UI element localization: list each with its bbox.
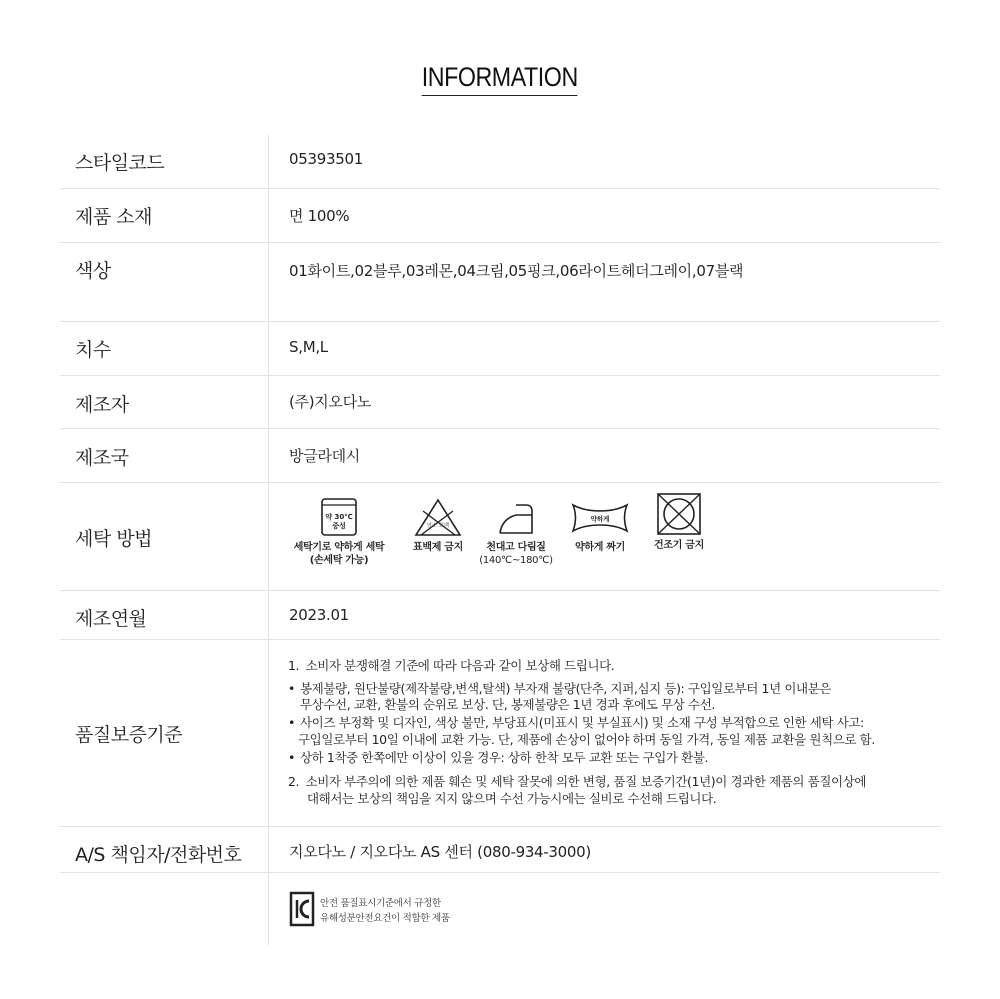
wash-item-wring	[563, 497, 637, 554]
wring-inner-text: 약하게	[590, 515, 610, 523]
quality-bullet-3: • 상하 1착중 한쪽에만 이상이 있을 경우: 상하 한착 모두 교환 또는 구입가 환불.	[288, 750, 709, 765]
maker-value: (주)지오다노	[289, 393, 372, 411]
quality-text-1: 소비자 분쟁해결 기준에 따라 다음과 같이 보상해 드립니다.	[305, 658, 615, 673]
quality-bullet-2: • 사이즈 부정확 및 디자인, 색상 불만, 부당표시(미표시 및 부실표시) 및 소재 구성 부적합으로 인한 세탁 사고:	[288, 715, 864, 730]
wash-machine-caption-1: 세탁기로 약하게 세탁	[293, 542, 385, 553]
kc-certification	[289, 891, 469, 931]
quality-text-2: 소비자 부주의에 의한 제품 훼손 및 세탁 잘못에 의한 변형, 품질 보증기간(1년)이 경과한 제품의 품질이상에	[305, 774, 867, 789]
row-quality	[60, 640, 940, 827]
washing-label: 세탁 방법	[75, 528, 152, 550]
as-value: 지오다노 / 지오다노 AS 센터 (080-934-3000)	[289, 843, 591, 861]
row-color	[60, 243, 940, 322]
no-bleach-icon	[413, 497, 463, 537]
color-value: 01화이트,02블루,03레몬,04크림,05핑크,06라이트헤더그레이,07블랙	[289, 262, 744, 280]
wash-item-iron	[474, 497, 558, 567]
wash-item-bleach	[406, 497, 470, 554]
row-country	[60, 429, 940, 483]
iron-caption-2: (140℃~180℃)	[479, 555, 553, 566]
kc-text-line-2: 유해성분안전요건이 적합한 제품	[320, 913, 450, 924]
bleach-inner-2: 표백	[438, 523, 450, 529]
wash-machine-caption-2: (손세탁 가능)	[309, 555, 369, 566]
row-size	[60, 322, 940, 376]
kc-text-line-1: 안전 품질표시기준에서 규정한	[320, 898, 441, 909]
wash-item-machine	[282, 497, 396, 567]
row-style-code	[60, 135, 940, 189]
row-date	[60, 591, 940, 640]
quality-bullet-3-text: 상하 1착중 한쪽에만 이상이 있을 경우: 상하 한착 모두 교환 또는 구입가 환불.	[300, 750, 709, 765]
color-label: 색상	[75, 260, 111, 282]
page-title-text: INFORMATION	[422, 60, 578, 96]
kc-text	[320, 896, 450, 926]
style-code-label: 스타일코드	[75, 152, 165, 174]
wring-icon	[570, 497, 630, 537]
iron-icon	[494, 497, 538, 537]
quality-bullet-1-cont: 무상수선, 교환, 환불의 순위로 보상. 단, 봉제불량은 1년 경과 후에도 무상 수선.	[300, 697, 715, 712]
material-value: 면 100%	[289, 207, 350, 225]
quality-num-2: 2.	[288, 774, 300, 789]
row-as	[60, 827, 940, 873]
date-label: 제조연월	[75, 608, 147, 630]
wring-caption	[563, 541, 637, 554]
row-washing	[60, 483, 940, 591]
wring-caption-1: 약하게 짜기	[575, 542, 625, 553]
bleach-caption	[406, 541, 470, 554]
date-value: 2023.01	[289, 606, 349, 624]
quality-line-2	[288, 774, 866, 790]
row-material	[60, 189, 940, 243]
material-label: 제품 소재	[75, 206, 152, 228]
kc-mark-icon	[289, 891, 315, 927]
as-label: A/S 책임자/전화번호	[75, 844, 242, 866]
row-kc	[60, 873, 940, 945]
quality-label: 품질보증기준	[75, 724, 183, 746]
quality-bullet-2-cont: 구입일로부터 10일 이내에 교환 가능. 단, 제품에 손상이 없어야 하며 동일 가격, 동일 제품 교환을 원칙으로 함.	[298, 732, 875, 747]
country-value: 방글라데시	[289, 447, 360, 465]
page-title	[0, 60, 1000, 96]
quality-bullet-2-text: 사이즈 부정확 및 디자인, 색상 불만, 부당표시(미표시 및 부실표시) 및 소재 구성 부적합으로 인한 세탁 사고:	[300, 715, 864, 730]
wash-machine-caption	[282, 541, 396, 567]
washing-icons	[282, 497, 722, 587]
wash-temp-text: 약 30℃	[325, 513, 353, 521]
quality-bullet-1-text: 봉제불량, 원단불량(제작불량,변색,탈색) 부자재 불량(단추, 지퍼,심지 등): 구입일로부터 1년 이내분은	[300, 681, 832, 696]
quality-bullet-1: • 봉제불량, 원단불량(제작불량,변색,탈색) 부자재 불량(단추, 지퍼,심지 등): 구입일로부터 1년 이내분은	[288, 681, 832, 696]
bleach-caption-1: 표백제 금지	[413, 542, 463, 553]
quality-line-2-cont: 대해서는 보상의 책임을 지지 않으며 수선 가능시에는 실비로 수선해 드립니다.	[307, 791, 717, 806]
bleach-inner-1: 염소	[426, 523, 438, 529]
dryer-caption	[644, 539, 714, 552]
size-value: S,M,L	[289, 338, 328, 356]
size-label: 치수	[75, 339, 111, 361]
dryer-caption-1: 건조기 금지	[654, 540, 704, 551]
quality-line-1	[288, 658, 614, 674]
quality-num-1: 1.	[288, 658, 300, 673]
country-label: 제조국	[75, 447, 129, 469]
no-tumble-dry-icon	[655, 491, 703, 537]
maker-label: 제조자	[75, 394, 129, 416]
iron-caption	[474, 541, 558, 567]
wash-neutral-text: 중성	[332, 522, 346, 530]
wash-item-dryer	[644, 491, 714, 552]
iron-caption-1: 천대고 다림질	[486, 542, 546, 553]
washing-machine-icon	[319, 497, 359, 537]
row-maker	[60, 376, 940, 429]
info-table	[60, 135, 940, 945]
style-code-value: 05393501	[289, 150, 363, 168]
